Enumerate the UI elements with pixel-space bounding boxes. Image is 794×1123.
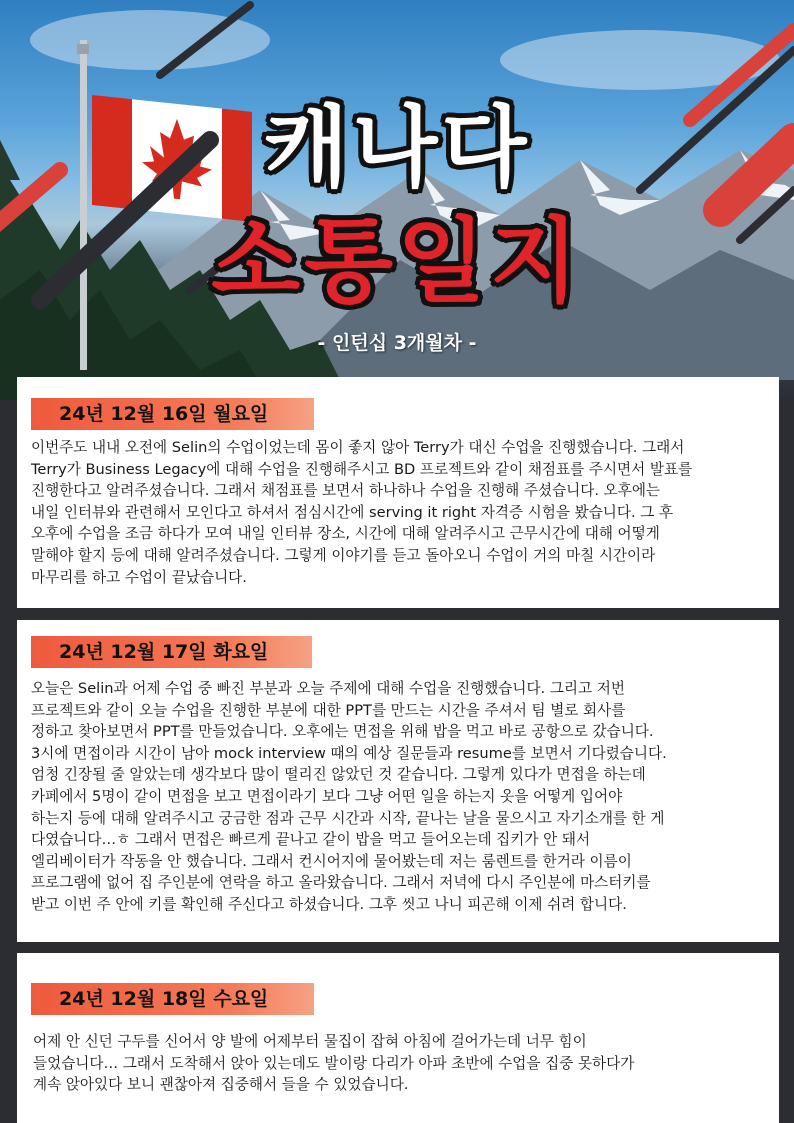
title-line-1: 캐나다 (263, 96, 531, 199)
entry-body-text: 오늘은 Selin과 어제 수업 중 빠진 부분과 오늘 주제에 대해 수업을 진행했습니다. 그리고 저번 프로젝트와 같이 오늘 수업을 진행한 부분에 대한 PPT를 만드는 시간을 주셔서 팀 별로 회사를 정하고 찾아보면서 PPT를 만들었습니다. 오후에는 면접을 위해 밥을 먹고 바로 공항으로 갔습니다. 3시에 면접이라 시간이 남아 mock interview 때의 예상 질문들과 resume를 보면서 기다렸습니다. 엄청 긴장될 줄 알았는데 생각보다 많이 떨리진 않았던 것 같습니다. 그렇게 있다가 면접을 하는데 카페에서 5명이 같이 면접을 보고 면접이라기 보다 그냥 어떤 일을 하는지 옷을 어떻게 입어야 하는지 등에 대해 알려주시고 궁금한 점과 근무 시간과 시작, 끝나는 날을 물으시고 자기소개를 한 게 다였습니다…ㅎ 그래서 면접은 빠르게 끝나고 같이 밥을 먹고 들어오는데 집키가 안 돼서 엘리베이터가 작동을 안 했습니다. 그래서 컨시어지에 물어봤는데 저는 룸렌트를 한거라 이름이 프로그램에 없어 집 주인분에 연락을 하고 올라왔습니다. 그래서 저녁에 다시 주인분에 마스터키를 받고 이번 주 안에 키를 확인해 주신다고 하셨습니다. 그후 씻고 나니 피곤해 이제 쉬려 합니다. (31, 680, 667, 913)
diary-entry-card (17, 953, 779, 1123)
entry-date-label: 24년 12월 18일 수요일 (31, 983, 314, 1015)
entry-body-text: 이번주도 내내 오전에 Selin의 수업이었는데 몸이 좋지 않아 Terry가 대신 수업을 진행했습니다. 그래서 Terry가 Business Legacy에 대해 수업을 진행해주시고 BD 프로젝트와 같이 채점표를 주시면서 발표를 진행한다고 알려주셨습니다. 그래서 채점표를 보면서 하나하나 수업을 진행해 주셨습니다. 오후에는 내일 인터뷰와 관련해서 모인다고 하셔서 점심시간에 serving it right 자격증 시험을 봤습니다. 그 후 오후에 수업을 조금 하다가 모여 내일 인터뷰 장소, 시간에 대해 알려주시고 근무시간에 대해 어떻게 말해야 할지 등에 대해 알려주셨습니다. 그렇게 이야기를 듣고 돌아오니 수업이 거의 마칠 시간이라 마무리를 하고 수업이 끝났습니다. (31, 439, 693, 586)
title-line-2: 소통일지 (211, 208, 583, 315)
entry-date-label: 24년 12월 17일 화요일 (31, 636, 312, 668)
entry-date-label: 24년 12월 16일 월요일 (31, 398, 314, 430)
subtitle: - 인턴십 3개월차 - (317, 332, 477, 354)
diary-entry-card (17, 377, 779, 608)
entry-body-text: 어제 안 신던 구두를 신어서 양 발에 어제부터 물집이 잡혀 아침에 걸어가는데 너무 힘이 들었습니다… 그래서 도착해서 앉아 있는데도 발이랑 다리가 아파 초반에 수업을 집중 못하다가 계속 앉아있다 보니 괜찮아져 집중해서 들을 수 있었습니다. (33, 1033, 635, 1094)
hero-banner (0, 0, 794, 400)
diary-entry-card (17, 620, 779, 942)
